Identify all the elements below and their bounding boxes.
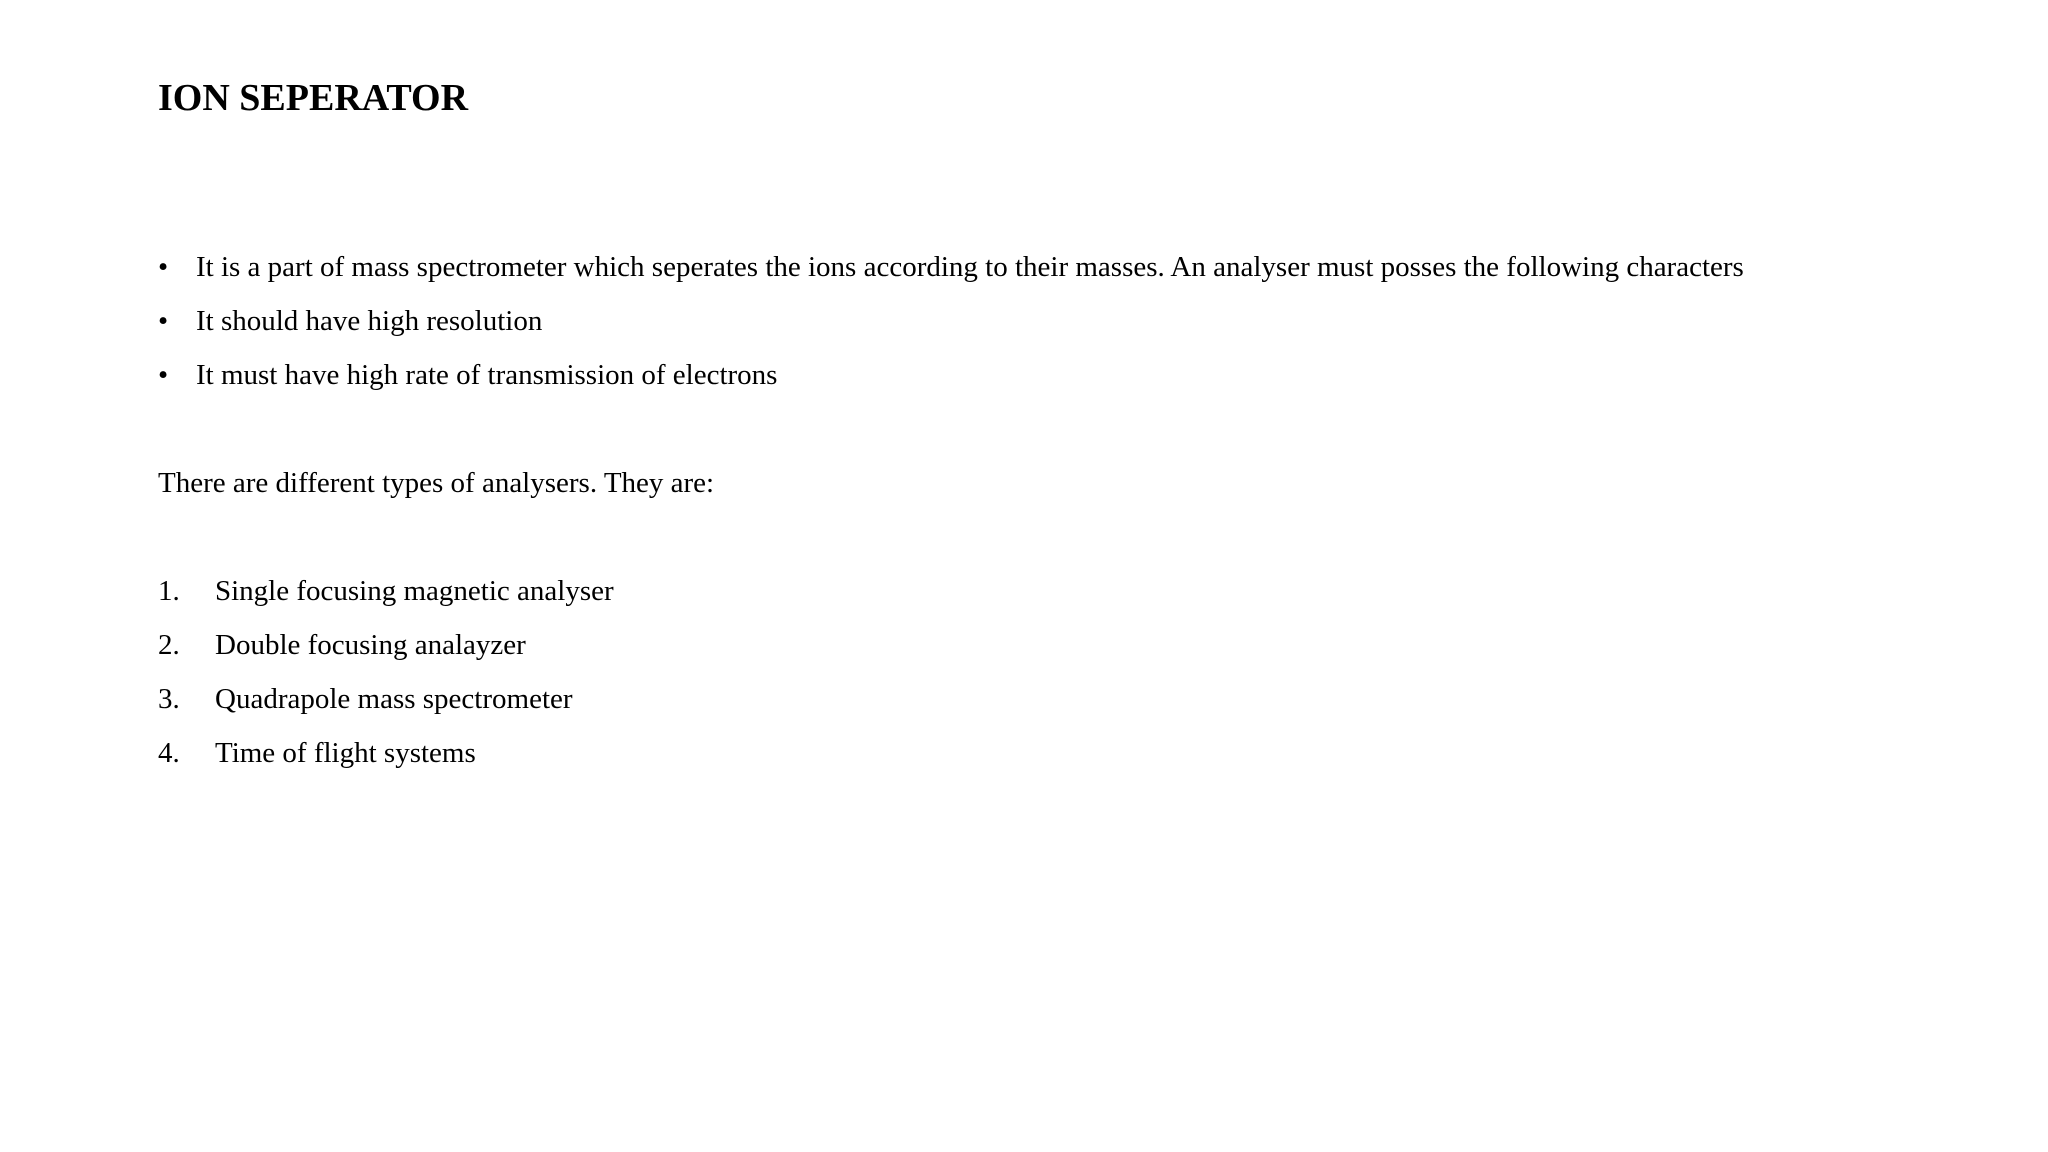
bullet-item xyxy=(158,348,1744,402)
item-number: 4. xyxy=(158,737,180,769)
bullet-icon: • xyxy=(158,359,169,391)
list-item xyxy=(158,564,614,618)
bullet-text: It is a part of mass spectrometer which seperates the ions according to their masses. An analyser must posses the following characters xyxy=(196,251,1744,283)
bullet-item xyxy=(158,294,1744,348)
item-text: Quadrapole mass spectrometer xyxy=(215,683,573,715)
list-item xyxy=(158,672,614,726)
bullet-list xyxy=(158,240,1744,402)
analyser-types-list xyxy=(158,564,614,780)
bullet-text: It should have high resolution xyxy=(196,305,543,337)
intro-text: There are different types of analysers. They are: xyxy=(158,467,715,499)
slide-title: ION SEPERATOR xyxy=(158,77,469,119)
item-number: 1. xyxy=(158,575,180,607)
list-item xyxy=(158,618,614,672)
item-text: Single focusing magnetic analyser xyxy=(215,575,614,607)
item-text: Time of flight systems xyxy=(215,737,476,769)
item-number: 2. xyxy=(158,629,180,661)
item-number: 3. xyxy=(158,683,180,715)
bullet-icon: • xyxy=(158,251,169,283)
bullet-item xyxy=(158,240,1744,294)
bullet-icon: • xyxy=(158,305,169,337)
bullet-text: It must have high rate of transmission of electrons xyxy=(196,359,778,391)
list-item xyxy=(158,726,614,780)
item-text: Double focusing analayzer xyxy=(215,629,526,661)
